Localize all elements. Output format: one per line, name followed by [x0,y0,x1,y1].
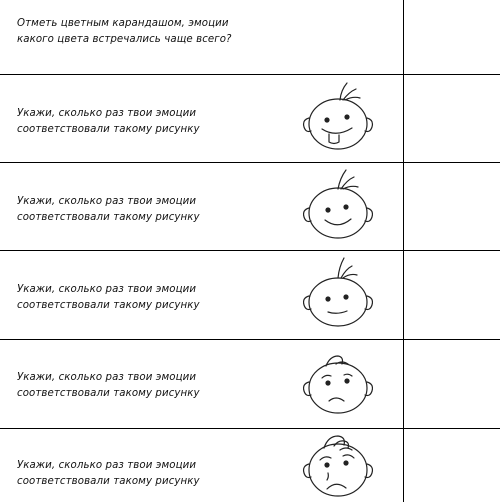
question-count [17,458,297,490]
question-color [17,16,297,48]
question-count [17,370,297,402]
smiling-face-icon [296,168,380,240]
answer-cell-color[interactable] [404,0,500,74]
question-line: какого цвета встречались чаще всего? [17,34,232,45]
question-line: Укажи, сколько раз твои эмоции [17,196,197,207]
question-line: Укажи, сколько раз твои эмоции [17,372,197,383]
question-count [17,194,297,226]
question-line: Укажи, сколько раз твои эмоции [17,108,197,119]
sad-face-icon [296,432,380,504]
question-line: соответствовали такому рисунку [17,300,200,311]
answer-cell[interactable] [404,251,500,339]
question-count [17,106,297,138]
question-line: соответствовали такому рисунку [17,124,200,135]
question-line: соответствовали такому рисунку [17,476,200,487]
question-line: Отметь цветным карандашом, эмоции [17,18,229,29]
laughing-face-icon [296,80,380,152]
answer-cell[interactable] [404,163,500,250]
answer-cell[interactable] [404,429,500,502]
question-line: соответствовали такому рисунку [17,212,200,223]
answer-cell[interactable] [404,340,500,428]
question-line: Укажи, сколько раз твои эмоции [17,284,197,295]
answer-cell[interactable] [404,75,500,162]
question-line: Укажи, сколько раз твои эмоции [17,460,197,471]
neutral-face-icon [296,256,380,328]
worried-face-icon [296,348,380,420]
question-count [17,282,297,314]
question-line: соответствовали такому рисунку [17,388,200,399]
